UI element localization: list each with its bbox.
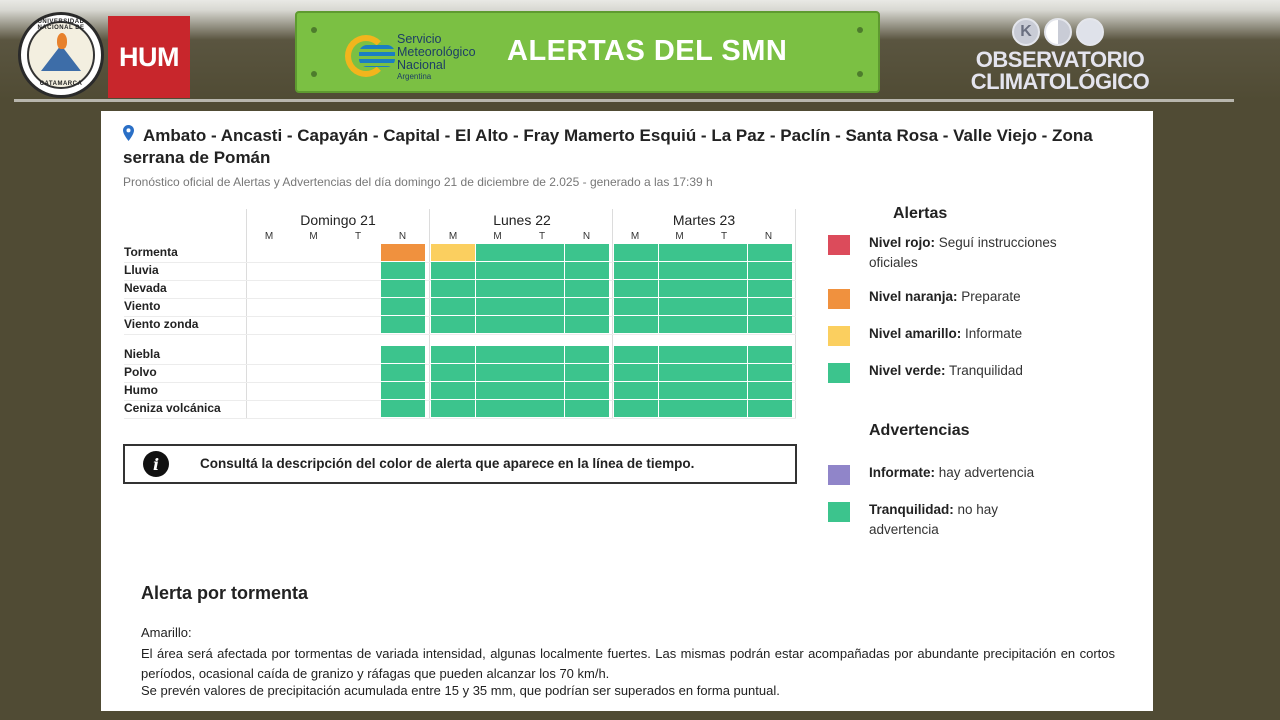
timeline-cell-verde [476, 400, 520, 417]
slot-header: M [448, 231, 458, 242]
header-divider [14, 99, 1234, 102]
observatorio-icons [1010, 16, 1110, 46]
timeline-cell-verde [476, 346, 520, 363]
legend-alerta-desc: Tranquilidad [945, 363, 1023, 378]
timeline-cell-verde [431, 280, 475, 297]
legend-advertencia-name: Tranquilidad: [869, 502, 954, 517]
timeline-cell-verde [614, 298, 658, 315]
timeline-cell-verde [565, 244, 609, 261]
timeline-cell-verde [520, 346, 564, 363]
slot-header: N [764, 231, 773, 242]
slot-header: T [354, 231, 362, 242]
timeline-cell-verde [703, 298, 747, 315]
timeline-cell-verde [520, 244, 564, 261]
observatorio-line2: CLIMATOLÓGICO [970, 69, 1150, 94]
legend-alerta-desc: Informate [961, 326, 1023, 341]
location-title: Ambato - Ancasti - Capayán - Capital - El Alto - Fray Mamerto Esquiú - La Paz - Paclín - Santa Rosa - Valle Viejo - Zona serrana de Pomán [123, 126, 1093, 167]
storm-alert-level: Amarillo: [141, 625, 192, 640]
legend-alerta-desc: Seguí instrucciones oficiales [869, 235, 1057, 270]
timeline-cell-verde [520, 298, 564, 315]
legend-alerta-name: Nivel amarillo: [869, 326, 962, 341]
timeline-row-label: Viento zonda [124, 317, 199, 331]
info-box [123, 444, 797, 484]
timeline-cell-verde [476, 364, 520, 381]
legend-alerta-swatch [828, 363, 850, 383]
slot-header: M [675, 231, 684, 242]
timeline-cell-verde [381, 316, 425, 333]
smn-name-line1: Servicio [397, 32, 442, 46]
timeline-cell-verde [659, 382, 703, 399]
timeline-cell-verde [565, 280, 609, 297]
timeline-cell-verde [659, 346, 703, 363]
slot-header: T [720, 231, 728, 242]
timeline-cell-verde [431, 298, 475, 315]
banner-rivet [311, 71, 317, 77]
timeline-cell-verde [381, 280, 425, 297]
timeline-cell-verde [614, 262, 658, 279]
day-header: Lunes 22 [493, 212, 551, 228]
unca-logo-top-text: UNIVERSIDAD NACIONAL DE [37, 19, 85, 31]
timeline-cell-verde [703, 280, 747, 297]
timeline-cell-verde [431, 346, 475, 363]
legend-advertencia-item [869, 500, 1069, 540]
smn-banner [295, 11, 880, 93]
timeline-cell-verde [614, 244, 658, 261]
storm-alert-body: El área será afectada por tormentas de variada intensidad, algunas localmente fuertes. Las mismas podrán estar acompañadas por abundante precipitación en cortos períodos, ocasional caída de granizo y ráfagas que pueden alcanzar los 70 km/h. [141, 646, 1115, 681]
timeline-row-label: Tormenta [124, 245, 178, 259]
timeline-cell-verde [748, 244, 792, 261]
info-icon: i [143, 451, 169, 477]
timeline-cell-verde [748, 400, 792, 417]
timeline-cell-verde [565, 298, 609, 315]
smn-name-line3: Nacional [397, 58, 446, 72]
legend-alertas-title: Alertas [893, 205, 948, 222]
info-text: Consultá la descripción del color de alerta que aparece en la línea de tiempo. [200, 456, 695, 471]
timeline-cell-verde [748, 262, 792, 279]
legend-alerta-name: Nivel naranja: [869, 289, 958, 304]
timeline-cell-verde [520, 280, 564, 297]
row-divider [124, 418, 796, 419]
storm-alert-title: Alerta por tormenta [141, 583, 309, 603]
timeline-cell-verde [703, 382, 747, 399]
slot-header: M [630, 231, 640, 242]
legend-alerta-swatch [828, 235, 850, 255]
forecast-subtitle: Pronóstico oficial de Alertas y Advertencias del día domingo 21 de diciembre de 2.025 - generado a las 17:39 h [123, 175, 713, 189]
legend-alerta-name: Nivel verde: [869, 363, 946, 378]
legend-alerta-item [869, 233, 1069, 273]
legend-alerta-swatch [828, 289, 850, 309]
banner-title: ALERTAS DEL SMN [507, 35, 788, 67]
row-divider [124, 334, 796, 335]
timeline-row-label: Humo [124, 383, 158, 397]
day-header: Domingo 21 [300, 212, 376, 228]
timeline-cell-verde [476, 298, 520, 315]
day-header: Martes 23 [672, 212, 736, 228]
legend-alerta-swatch [828, 326, 850, 346]
unca-logo [18, 12, 104, 98]
timeline-cell-verde [565, 316, 609, 333]
unca-logo-bottom-text: CATAMARCA [39, 81, 83, 87]
timeline-cell-verde [659, 400, 703, 417]
timeline-cell-verde [659, 364, 703, 381]
legend-alerta-item [869, 287, 1069, 307]
timeline-row-label: Ceniza volcánica [124, 401, 221, 415]
timeline-cell-verde [476, 316, 520, 333]
timeline-cell-verde [565, 364, 609, 381]
timeline-cell-verde [520, 262, 564, 279]
legend-advertencia-name: Informate: [869, 465, 936, 480]
timeline-cell-verde [703, 262, 747, 279]
timeline-cell-verde [381, 364, 425, 381]
timeline-cell-verde [520, 364, 564, 381]
slot-header: T [538, 231, 546, 242]
legend-advertencia-swatch [828, 502, 850, 522]
timeline-cell-verde [431, 316, 475, 333]
timeline-cell-verde [476, 244, 520, 261]
legend-advertencia-desc: no hay advertencia [869, 502, 999, 537]
timeline-cell-verde [476, 262, 520, 279]
timeline-cell-verde [703, 316, 747, 333]
observatorio-logo [970, 16, 1150, 96]
timeline-cell-verde [614, 382, 658, 399]
timeline-cell-verde [659, 280, 703, 297]
timeline-row-label: Lluvia [124, 263, 159, 277]
timeline-cell-verde [381, 298, 425, 315]
day-separator [795, 209, 796, 419]
timeline-cell-verde [431, 262, 475, 279]
timeline-cell-verde [703, 346, 747, 363]
legend-alerta-item [869, 324, 1069, 344]
alert-panel [101, 111, 1153, 711]
smn-logo-text [397, 33, 476, 82]
timeline-cell-verde [565, 262, 609, 279]
timeline-cell-verde [520, 382, 564, 399]
timeline-cell-verde [431, 364, 475, 381]
timeline-cell-verde [748, 316, 792, 333]
slot-header: M [264, 231, 274, 242]
slot-header: M [493, 231, 502, 242]
banner-rivet [857, 71, 863, 77]
slot-header: N [582, 231, 591, 242]
timeline-cell-verde [748, 298, 792, 315]
timeline-cell-verde [748, 364, 792, 381]
smn-country: Argentina [397, 72, 432, 81]
timeline-cell-verde [520, 400, 564, 417]
timeline-cell-verde [614, 316, 658, 333]
timeline-cell-verde [476, 280, 520, 297]
timeline-cell-verde [614, 400, 658, 417]
legend-advertencia-swatch [828, 465, 850, 485]
smn-logo-waves-icon [359, 45, 395, 67]
timeline-row-label: Viento [124, 299, 161, 313]
hum-logo: HUM [108, 16, 190, 98]
timeline-cell-verde [614, 346, 658, 363]
timeline-cell-verde [659, 244, 703, 261]
day-separator [429, 209, 430, 419]
timeline-cell-verde [703, 364, 747, 381]
storm-alert-precip: Se prevén valores de precipitación acumulada entre 15 y 35 mm, que podrían ser superados en forma puntual. [141, 683, 780, 698]
timeline-row-label: Polvo [124, 365, 157, 379]
timeline-cell-verde [614, 364, 658, 381]
observatorio-globe-icon [1076, 18, 1104, 46]
legend-advertencia-item [869, 463, 1069, 483]
legend-advertencias-title: Advertencias [869, 422, 970, 439]
timeline-cell-verde [381, 382, 425, 399]
timeline-cell-verde [476, 382, 520, 399]
slot-header: N [398, 231, 407, 242]
timeline-cell-verde [431, 382, 475, 399]
timeline-cell-verde [565, 382, 609, 399]
timeline-cell-verde [381, 400, 425, 417]
timeline-cell-verde [614, 280, 658, 297]
timeline-cell-verde [520, 316, 564, 333]
timeline-cell-amarillo [431, 244, 475, 261]
legend-alerta-item [869, 361, 1069, 381]
observatorio-line1: OBSERVATORIO [975, 47, 1145, 72]
timeline-cell-verde [565, 346, 609, 363]
timeline-cell-verde [748, 346, 792, 363]
slot-header: M [309, 231, 318, 242]
unca-logo-flame [57, 33, 67, 49]
timeline-cell-verde [748, 280, 792, 297]
legend-alerta-name: Nivel rojo: [869, 235, 936, 250]
timeline-cell-verde [703, 244, 747, 261]
observatorio-moon-icon [1044, 18, 1072, 46]
observatorio-k-icon: K [1012, 18, 1040, 46]
smn-name-line2: Meteorológico [397, 45, 476, 59]
legend-advertencia-desc: hay advertencia [935, 465, 1035, 480]
timeline-cell-verde [565, 400, 609, 417]
timeline-cell-naranja [381, 244, 425, 261]
day-separator [246, 209, 247, 419]
timeline-cell-verde [381, 262, 425, 279]
timeline-cell-verde [659, 316, 703, 333]
timeline-cell-verde [703, 400, 747, 417]
timeline-cell-verde [381, 346, 425, 363]
timeline-row-label: Nevada [124, 281, 167, 295]
timeline-cell-verde [431, 400, 475, 417]
timeline-cell-verde [659, 298, 703, 315]
banner-rivet [311, 27, 317, 33]
banner-rivet [857, 27, 863, 33]
day-separator [612, 209, 613, 419]
timeline-cell-verde [748, 382, 792, 399]
timeline-cell-verde [659, 262, 703, 279]
legend-alerta-desc: Preparate [957, 289, 1021, 304]
timeline-row-label: Niebla [124, 347, 161, 361]
